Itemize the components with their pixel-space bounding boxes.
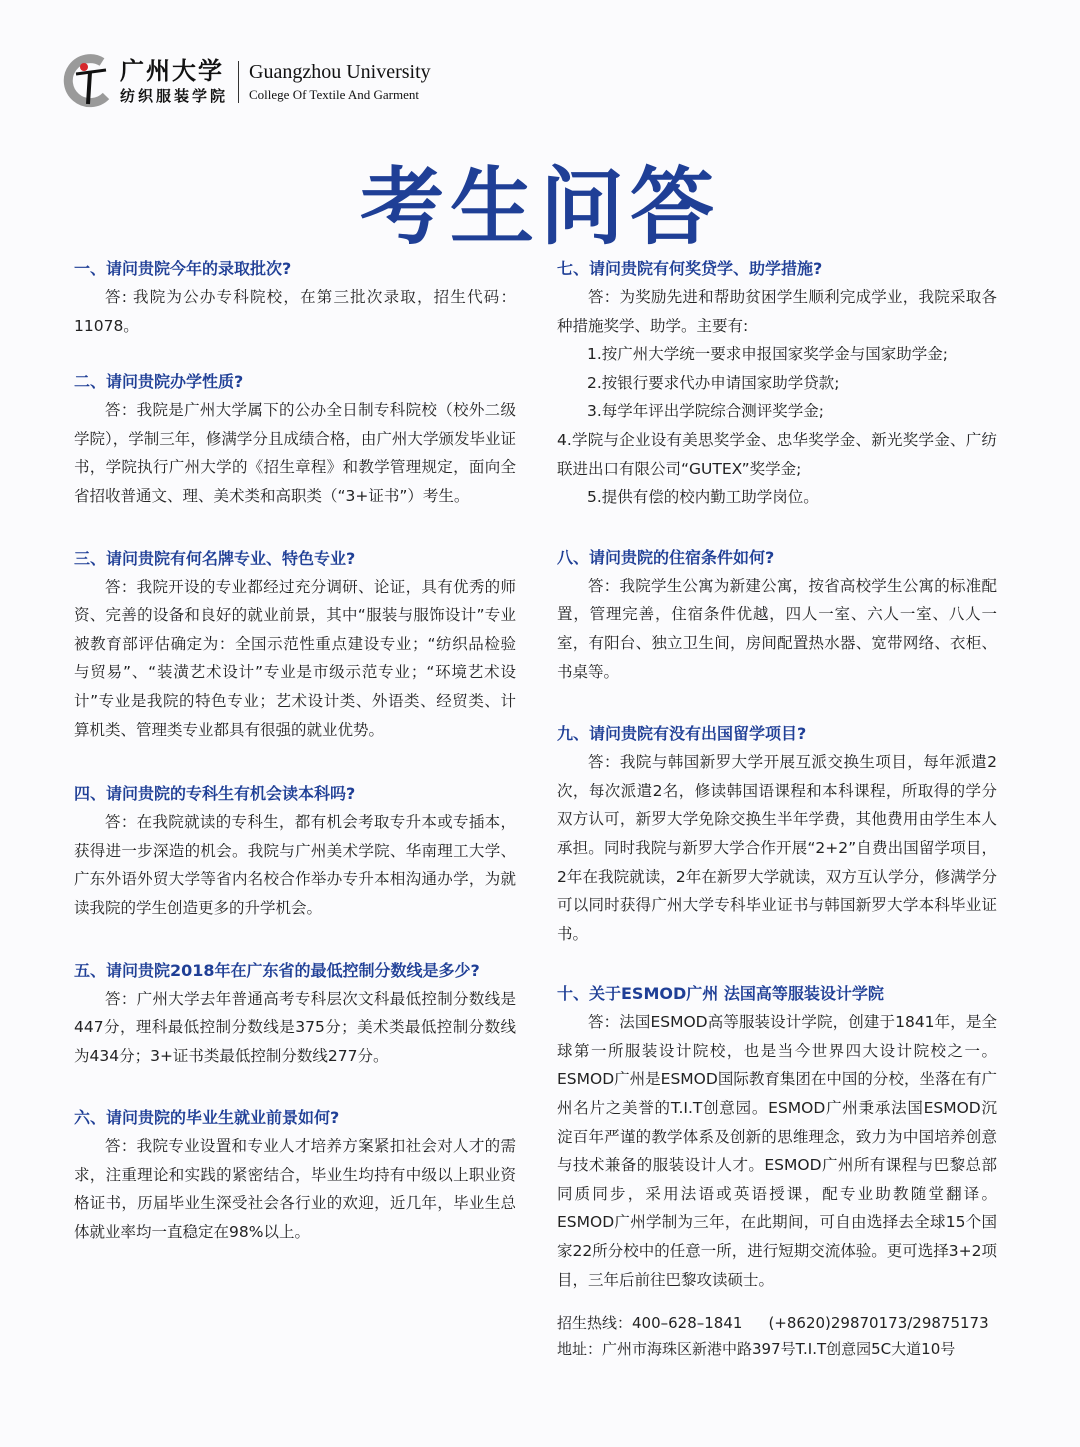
question-5: 五、请问贵院2018年在广东省的最低控制分数线是多少?: [74, 960, 480, 980]
answer-3: 答：我院开设的专业都经过充分调研、论证，具有优秀的师资、完善的设备和良好的就业前景，其中“服装与服饰设计”专业被教育部评估确定为：全国示范性重点建设专业；“纺织品检验与贸易”、“装潢艺术设计”专业是市级示范专业；“环境艺术设计”专业是我院的特色专业；艺术设计类、外语类、经贸类、计算机类、管理类专业都具有很强的就业优势。: [74, 577, 516, 739]
qa-item-9: [557, 720, 997, 948]
page-title: 考生问答: [359, 158, 720, 256]
answer-8: 答：我院学生公寓为新建公寓，按省高校学生公寓的标准配置，管理完善，住宿条件优越，四人一室、六人一室、八人一室，有阳台、独立卫生间，房间配置热水器、宽带网络、衣柜、书桌等。: [557, 576, 997, 681]
answer-7: 答：为奖励先进和帮助贫困学生顺利完成学业，我院采取各种措施奖学、助学。主要有:: [557, 288, 997, 335]
university-logo-icon: [62, 54, 114, 110]
university-name-en: Guangzhou University: [249, 61, 431, 83]
answer-1: 答: 我院为公办专科院校，在第三批次录取，招生代码：11078。: [74, 288, 516, 335]
question-1: 一、请问贵院今年的录取批次?: [74, 259, 292, 278]
question-7: 七、请问贵院有何奖贷学、助学措施?: [557, 259, 823, 278]
address: 地址：广州市海珠区新港中路397号T.I.T创意园5C大道10号: [557, 1340, 956, 1359]
admission-hotline: 招生热线：400–628–1841: [557, 1314, 743, 1333]
qa-item-6: [74, 1104, 516, 1246]
list-item: 2.按银行要求代办申请国家助学贷款;: [587, 373, 840, 392]
contact-info: [557, 1310, 997, 1362]
university-name-cn: 广州大学: [120, 56, 224, 85]
list-item: 1.按广州大学统一要求申报国家奖学金与国家助学金;: [587, 345, 949, 364]
answer-10: 答：法国ESMOD高等服装设计学院，创建于1841年，是全球第一所服装设计院校，也是当今世界四大设计院校之一。ESMOD广州是ESMOD国际教育集团在中国的分校，坐落在有广州名片之美誉的T.I.T创意园。ESMOD广州秉承法国ESMOD沉淀百年严谨的教学体系及创新的思维理念，致力为中国培养创意与技术兼备的服装设计人才。ESMOD广州所有课程与巴黎总部同质同步，采用法语或英语授课，配专业助教随堂翻译。ESMOD广州学制为三年，在此期间，可自由选择去全球15个国家22所分校中的任意一所，进行短期交流体验。更可选择3+2项目，三年后前往巴黎攻读硕士。: [557, 1013, 997, 1289]
college-name-cn: 纺织服装学院: [120, 87, 229, 105]
answer-2: 答：我院是广州大学属下的公办全日制专科院校（校外二级学院），学制三年，修满学分且成绩合格，由广州大学颁发毕业证书，学院执行广州大学的《招生章程》和教学管理规定，面向全省招收普通文、理、美术类和高职类（“3+证书”）考生。: [74, 401, 516, 505]
question-8: 八、请问贵院的住宿条件如何?: [557, 547, 775, 567]
answer-4: 答：在我院就读的专科生，都有机会考取专升本或专插本，获得进一步深造的机会。我院与广州美术学院、华南理工大学、广东外语外贸大学等省内名校合作举办专升本相沟通办学，为就读我院的学生创造更多的升学机会。: [74, 813, 516, 917]
qa-item-7: [557, 255, 997, 512]
list-item: 4.学院与企业设有美思奖学金、忠华奖学金、新光奖学金、广纺联进出口有限公司“GUTEX”奖学金;: [557, 430, 997, 478]
answer-9: 答：我院与韩国新罗大学开展互派交换生项目，每年派遣2次，每次派遣2名，修读韩国语课程和本科课程，所取得的学分双方认可，新罗大学免除交换生半年学费，其他费用由学生本人承担。同时我院与新罗大学合作开展“2+2”自费出国留学项目，2年在我院就读，2年在新罗大学就读，双方互认学分，修满学分可以同时获得广州大学专科毕业证书与韩国新罗大学本科毕业证书。: [557, 753, 997, 943]
qa-item-3: [74, 545, 516, 745]
qa-item-2: [74, 368, 516, 510]
question-6: 六、请问贵院的毕业生就业前景如何?: [74, 1108, 340, 1128]
header-divider: [238, 61, 239, 103]
list-item: 3.每学年评出学院综合测评奖学金;: [587, 402, 825, 421]
college-header: [62, 52, 431, 112]
question-2: 二、请问贵院办学性质?: [74, 372, 244, 392]
answer-5: 答：广州大学去年普通高考专科层次文科最低控制分数线是447分，理科最低控制分数线是375分；美术类最低控制分数线为434分；3+证书类最低控制分数线277分。: [74, 989, 516, 1065]
right-column: [557, 255, 997, 1362]
answer-6: 答：我院专业设置和专业人才培养方案紧扣社会对人才的需求，注重理论和实践的紧密结合，毕业生均持有中级以上职业资格证书，历届毕业生深受社会各行业的欢迎，近几年，毕业生总体就业率均一直稳定在98%以上。: [74, 1137, 516, 1242]
qa-item-8: [557, 544, 997, 686]
question-10: 十、关于ESMOD广州 法国高等服装设计学院: [557, 984, 884, 1004]
phone-numbers: (+8620)29870173/29875173: [768, 1314, 989, 1333]
question-9: 九、请问贵院有没有出国留学项目?: [557, 724, 807, 744]
qa-item-10: [557, 980, 997, 1294]
qa-item-4: [74, 780, 516, 922]
qa-item-5: [74, 957, 516, 1071]
college-name-en: College Of Textile And Garment: [249, 87, 419, 102]
list-item: 5.提供有偿的校内勤工助学岗位。: [587, 488, 819, 507]
question-4: 四、请问贵院的专科生有机会读本科吗?: [74, 784, 356, 804]
qa-item-1: [74, 255, 516, 340]
left-column: [74, 255, 516, 1247]
question-3: 三、请问贵院有何名牌专业、特色专业?: [74, 548, 356, 568]
